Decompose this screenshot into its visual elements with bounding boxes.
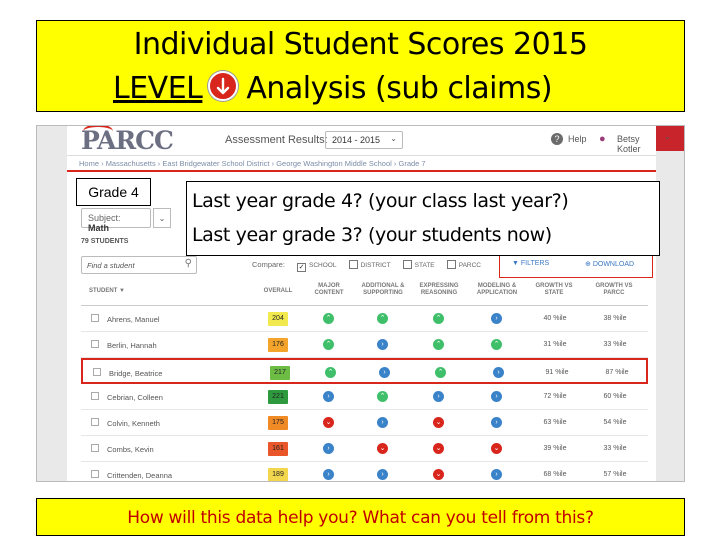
growth-vs-state: 68 %ile	[543, 471, 567, 478]
growth-vs-parcc: 33 %ile	[603, 445, 627, 452]
breadcrumb-district[interactable]: East Bridgewater School District	[162, 159, 270, 168]
performance-right-icon: ›	[323, 443, 334, 454]
table-row[interactable]	[81, 436, 648, 462]
arrow-down-icon	[208, 71, 238, 101]
overall-score-badge: 221	[268, 390, 288, 404]
overall-score-badge: 189	[268, 468, 288, 482]
table-row[interactable]	[81, 462, 648, 482]
row-checkbox[interactable]	[91, 444, 99, 452]
compare-school-checkbox[interactable]: ✓	[298, 264, 305, 271]
breadcrumb-grade: Grade 7	[398, 159, 426, 168]
performance-up-icon: ⌃	[435, 367, 446, 378]
performance-down-icon: ⌄	[433, 443, 444, 454]
help-icon[interactable]: ?	[551, 133, 563, 145]
table-row[interactable]	[81, 306, 648, 332]
col-growth-state[interactable]: GROWTH VS STATE	[535, 283, 573, 296]
growth-vs-state: 63 %ile	[543, 419, 567, 426]
filters-button[interactable]: ▼ FILTERS	[512, 260, 550, 267]
chevron-down-icon[interactable]: ⌄	[153, 208, 171, 228]
performance-right-icon: ›	[491, 313, 502, 324]
user-icon[interactable]: ●	[599, 133, 606, 145]
col-student[interactable]: STUDENT ▼	[89, 288, 125, 294]
row-checkbox[interactable]	[91, 392, 99, 400]
breadcrumb-school[interactable]: George Washington Middle School	[276, 159, 392, 168]
student-name[interactable]: Crittenden, Deanna	[107, 471, 173, 480]
overall-score-badge: 161	[268, 442, 288, 456]
growth-vs-parcc: 33 %ile	[603, 341, 627, 348]
find-student-input[interactable]: Find a student ⚲	[81, 256, 197, 274]
performance-right-icon: ›	[377, 469, 388, 480]
growth-vs-parcc: 57 %ile	[603, 471, 627, 478]
performance-up-icon: ⌃	[325, 367, 336, 378]
student-name[interactable]: Combs, Kevin	[107, 445, 154, 454]
growth-vs-state: 72 %ile	[543, 393, 567, 400]
breadcrumb-home[interactable]: Home	[79, 159, 100, 168]
chevron-down-icon[interactable]: ⌄	[664, 132, 671, 141]
growth-vs-state: 40 %ile	[543, 315, 567, 322]
performance-up-icon: ⌃	[323, 313, 334, 324]
table-row[interactable]	[81, 410, 648, 436]
performance-down-icon: ⌄	[433, 469, 444, 480]
breadcrumb: Home › Massachusetts › East Bridgewater School District › George Washington Middle School › Grade 7	[79, 159, 426, 168]
overall-score-badge: 176	[268, 338, 288, 352]
table-row[interactable]	[81, 358, 648, 384]
row-checkbox[interactable]	[91, 340, 99, 348]
download-button[interactable]: ⊕ DOWNLOAD	[585, 261, 635, 268]
table-row[interactable]	[81, 384, 648, 410]
performance-right-icon: ›	[493, 367, 504, 378]
slide-title: Individual Student Scores 2015	[133, 27, 588, 62]
performance-down-icon: ⌄	[433, 417, 444, 428]
growth-vs-parcc: 87 %ile	[605, 369, 629, 376]
col-growth-parcc[interactable]: GROWTH VS PARCC	[595, 283, 633, 296]
performance-right-icon: ›	[491, 417, 502, 428]
overlay-question-box	[186, 181, 660, 256]
performance-right-icon: ›	[433, 391, 444, 402]
row-checkbox[interactable]	[93, 368, 101, 376]
performance-right-icon: ›	[323, 391, 334, 402]
growth-vs-state: 31 %ile	[543, 341, 567, 348]
row-checkbox[interactable]	[91, 418, 99, 426]
chevron-down-icon: ⌄	[390, 134, 397, 143]
performance-right-icon: ›	[491, 391, 502, 402]
performance-up-icon: ⌃	[433, 313, 444, 324]
student-name[interactable]: Berlin, Hannah	[107, 341, 157, 350]
performance-down-icon: ⌄	[323, 417, 334, 428]
performance-right-icon: ›	[379, 367, 390, 378]
table-row[interactable]	[81, 332, 648, 358]
performance-down-icon: ⌄	[377, 443, 388, 454]
student-name[interactable]: Bridge, Beatrice	[109, 369, 163, 378]
growth-vs-state: 91 %ile	[545, 369, 569, 376]
year-select[interactable]: 2014 - 2015 ⌄	[325, 131, 403, 149]
compare-district-checkbox[interactable]	[349, 260, 358, 269]
compare-options: Compare: ✓ SCHOOL DISTRICT STATE PARCC	[252, 260, 482, 271]
subject-select[interactable]: Subject: Math	[81, 208, 151, 228]
col-major-content[interactable]: MAJOR CONTENT	[314, 283, 344, 296]
performance-down-icon: ⌄	[491, 443, 502, 454]
title-rest: Analysis (sub claims)	[246, 71, 553, 106]
compare-state-checkbox[interactable]	[403, 260, 412, 269]
slide-subtitle	[113, 71, 552, 106]
performance-right-icon: ›	[323, 469, 334, 480]
growth-vs-state: 39 %ile	[543, 445, 567, 452]
help-link[interactable]: Help	[568, 134, 587, 144]
search-icon: ⚲	[184, 258, 192, 269]
breadcrumb-state[interactable]: Massachusetts	[105, 159, 156, 168]
table-header	[81, 280, 648, 306]
row-checkbox[interactable]	[91, 470, 99, 478]
breadcrumb-divider	[67, 170, 656, 172]
overall-score-badge: 204	[268, 312, 288, 326]
overlay-line-1: Last year grade 4? (your class last year?)	[192, 190, 569, 212]
right-gutter	[656, 126, 684, 481]
row-checkbox[interactable]	[91, 314, 99, 322]
overall-score-badge: 217	[270, 366, 290, 380]
student-count: 79 STUDENTS	[81, 238, 129, 245]
slide-title-box	[36, 20, 685, 112]
growth-vs-parcc: 54 %ile	[603, 419, 627, 426]
growth-vs-parcc: 38 %ile	[603, 315, 627, 322]
app-top-bar	[67, 126, 671, 156]
bottom-question: How will this data help you? What can you tell from this?	[36, 498, 685, 536]
growth-vs-parcc: 60 %ile	[603, 393, 627, 400]
user-menu[interactable]: Betsy Kotler	[617, 134, 641, 154]
performance-up-icon: ⌃	[433, 339, 444, 350]
assessment-results-label: Assessment Results:	[225, 134, 328, 146]
overall-score-badge: 175	[268, 416, 288, 430]
performance-right-icon: ›	[491, 469, 502, 480]
performance-up-icon: ⌃	[377, 313, 388, 324]
performance-right-icon: ›	[377, 417, 388, 428]
left-gutter	[37, 126, 67, 481]
col-overall[interactable]: OVERALL	[263, 288, 293, 294]
performance-up-icon: ⌃	[323, 339, 334, 350]
performance-up-icon: ⌃	[377, 391, 388, 402]
grade-label: Grade 4	[76, 178, 151, 206]
overlay-line-2: Last year grade 3? (your students now)	[192, 224, 552, 246]
col-additional-supporting[interactable]: ADDITIONAL & SUPPORTING	[361, 283, 405, 296]
col-modeling-application[interactable]: MODELING & APPLICATION	[476, 283, 518, 296]
student-name[interactable]: Colvin, Kenneth	[107, 419, 160, 428]
performance-up-icon: ⌃	[491, 339, 502, 350]
compare-parcc-checkbox[interactable]	[447, 260, 456, 269]
title-level-word: LEVEL	[113, 71, 203, 106]
col-expressing-reasoning[interactable]: EXPRESSING REASONING	[419, 283, 459, 296]
student-name[interactable]: Ahrens, Manuel	[107, 315, 160, 324]
student-name[interactable]: Cebrian, Colleen	[107, 393, 163, 402]
parcc-logo[interactable]: PARCC	[81, 126, 173, 155]
performance-right-icon: ›	[377, 339, 388, 350]
